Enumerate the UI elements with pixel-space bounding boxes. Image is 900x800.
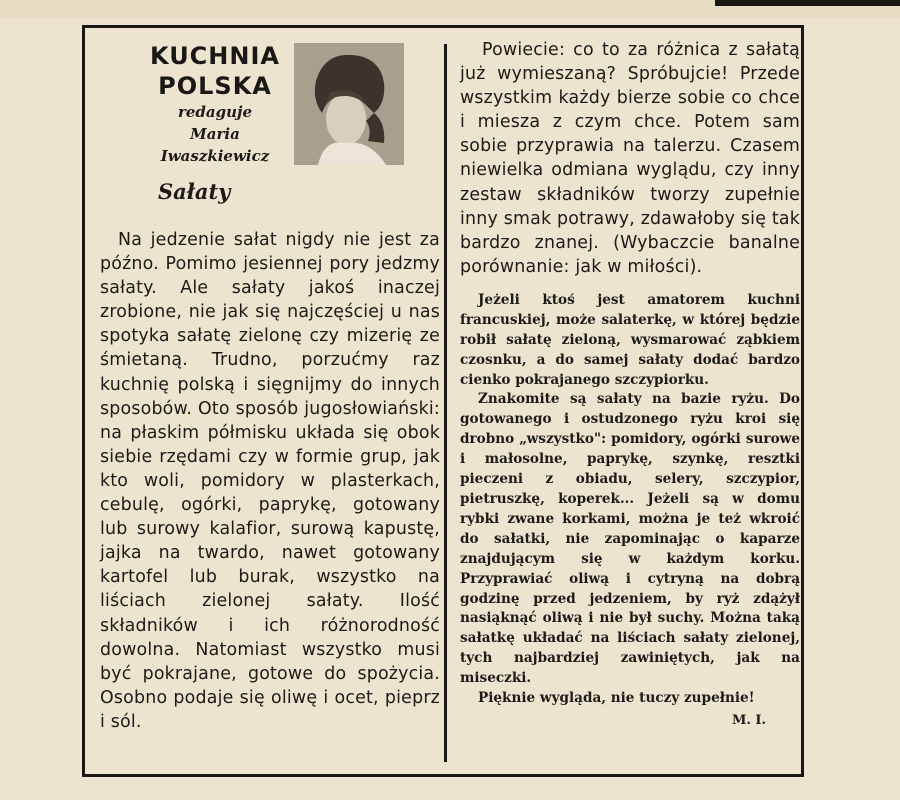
- article-header: [100, 35, 440, 220]
- section-title: Sałaty: [158, 179, 231, 204]
- editor-credit: redaguje Maria Iwaszkiewicz: [160, 103, 270, 165]
- author-signature: M. I.: [731, 712, 766, 728]
- right-column: [460, 38, 800, 731]
- corner-bar: [715, 0, 900, 6]
- author-photo: [294, 43, 404, 165]
- left-column: [100, 35, 440, 734]
- lead-paragraph: Powiecie: co to za różnica z sałatą już wymieszaną? Spróbujcie! Przede wszystkim każdy bierze sobie co chce i miesza z czym chce. Potem sam sobie przyprawia na talerzu. Czasem niewielka odmiana wyglądu, czy inny zestaw składników tworzy zupełnie inny smak potrawy, zdawałoby się tak bardzo znanej. (Wybaczcie banalne porównanie: jak w miłości).: [460, 40, 800, 277]
- body-text: [460, 291, 800, 731]
- paragraph-french: Jeżeli ktoś jest amatorem kuchni francuskiej, może salaterkę, w której będzie robił sałatę zieloną, wysmarować ząbkiem czosnku, a do samej sałaty dodać bardzo cienko pokrajanego szczypiorku.: [460, 291, 800, 388]
- paragraph-rice: Znakomite są sałaty na bazie ryżu. Do gotowanego i ostudzonego ryżu kroi się drobno „wszystko": pomidory, ogórki surowe i małosolne, paprykę, szynkę, resztki pieczeni z obiadu, selery, szczypior, pietruszkę, koperek... Jeżeli są w domu rybki zwane korkami, można je też wkroić do sałatki, nie zapominając o kaparze znajdującym się w każdym korku. Przyprawiać oliwą i cytryną na dobrą godzinę przed jedzeniem, by ryż zdążył nasiąknąć oliwą i nie był suchy. Można taką sałatkę układać na liściach sałaty zielonej, tych najbardziej zawiniętych, jak na miseczki.: [460, 391, 800, 687]
- column-divider: [444, 44, 447, 762]
- intro-paragraph: Na jedzenie sałat nigdy nie jest za późno. Pomimo jesiennej pory jedzmy sałaty. Ale sałaty jakoś inaczej zrobione, nie jak się najczęściej u nas spotyka sałatę zielonę czy mizerię ze śmietaną. Trudno, porzućmy raz kuchnię polską i sięgnijmy do innych sposobów. Oto sposób jugosłowiański: na płaskim półmisku układa się obok siebie rzędami czy w formie grup, jak kto woli, pomidory w plasterkach, cebulę, ogórki, paprykę, gotowany lub surowy kalafior, surową kapustę, jajka na twardo, nawet gotowany kartofel lub burak, wszystko na liściach zielonej sałaty. Ilość składników i ich różnorodność dowolna. Natomiast wszystko musi być pokrajane, gotowe do spożycia. Osobno podaje się oliwę i ocet, pieprz i sól.: [100, 230, 440, 732]
- paragraph-closing: Pięknie wygląda, nie tuczy zupełnie!: [478, 690, 755, 707]
- column-title: KUCHNIA POLSKA: [150, 42, 280, 100]
